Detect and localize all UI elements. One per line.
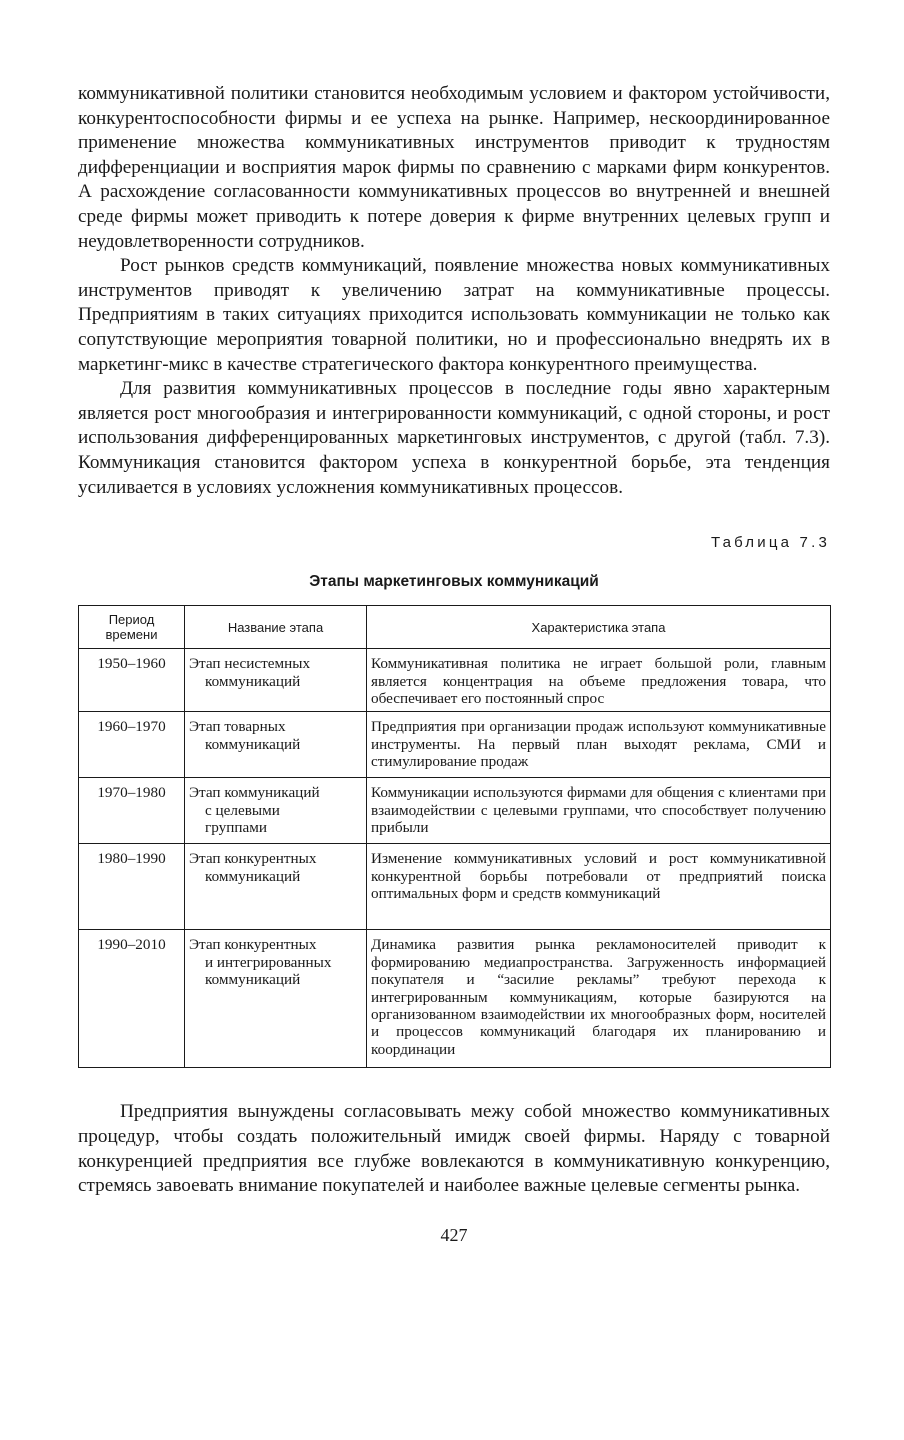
table-row [79, 930, 831, 1068]
table-row [79, 649, 831, 712]
header-description: Характеристика этапа [367, 606, 831, 649]
stage-line: Этап коммуникаций [189, 784, 320, 802]
stage-line: группами [205, 819, 267, 837]
header-period: Период времени [79, 606, 185, 649]
table-header-row [79, 606, 831, 649]
paragraph-4: Предприятия вынуждены согласовывать межу собой множество коммуникативных процедур, чтобы создать положительный имидж своей фирмы. Наряду с товарной конкуренцией предприятия все глубже вовлекаются в коммуникативную конкуренцию, стремясь завоевать внимание покупателей и наиболее важные целевые сегменты рынка. [78, 1101, 830, 1197]
row-description: Изменение коммуникативных условий и рост коммуникативной конкурентной борьбы потребовали от предприятий поиска оптимальных форм и средств коммуникаций [367, 844, 831, 930]
page-content [78, 82, 830, 1246]
row-description: Динамика развития рынка рекламоносителей приводит к формированию медиапространства. Загруженность информацией покупателя и “засилие рекламы” требуют перехода к интегрированным коммуникациям, которые базируются на организованном взаимодействии их многообразных форм, носителей и процессов коммуникаций благодаря их планированию и координации [367, 930, 831, 1068]
stage-line: коммуникаций [205, 735, 301, 753]
stages-table [78, 605, 831, 1068]
row-description: Предприятия при организации продаж используют коммуникативные инструменты. На первый план выходят реклама, СМИ и стимулирование продаж [367, 712, 831, 778]
stage-line: Этап конкурентных [189, 936, 317, 954]
row-stage-name [185, 930, 367, 1068]
stage-line: Этап товарных [189, 718, 286, 736]
stage-line: коммуникаций [205, 971, 301, 989]
table-row [79, 778, 831, 844]
row-description: Коммуникативная политика не играет большой роли, главным является концентрация на объеме предложения товара, что обеспечивает его постоянный спрос [367, 649, 831, 712]
stage-line: Этап конкурентных [189, 850, 317, 868]
stage-line: Этап несистемных [189, 655, 311, 673]
paragraph-3: Для развития коммуникативных процессов в последние годы явно характерным является рост многообразия и интегрированности коммуникаций, с одной стороны, и рост использования дифференцированных маркетинговых инструментов, с другой (табл. 7.3). Коммуникация становится фактором успеха в конкурентной борьбе, эта тенденция усиливается в условиях усложнения коммуникативных процессов. [78, 378, 830, 498]
row-stage-name [185, 712, 367, 778]
header-stage-name: Название этапа [185, 606, 367, 649]
row-period: 1990–2010 [79, 930, 185, 1068]
row-period: 1970–1980 [79, 778, 185, 844]
row-period: 1980–1990 [79, 844, 185, 930]
table-row [79, 844, 831, 930]
row-stage-name [185, 778, 367, 844]
row-description: Коммуникации используются фирмами для общения с клиентами при взаимодействии с целевыми группами, что способствует получению прибыли [367, 778, 831, 844]
stage-line: коммуникаций [205, 867, 301, 885]
row-period: 1950–1960 [79, 649, 185, 712]
stage-line: с целевыми [205, 801, 280, 819]
row-stage-name [185, 649, 367, 712]
paragraph-1: коммуникативной политики становится необходимым условием и фактором устойчивости, конкурентоспособности фирмы и ее успеха на рынке. Например, нескоординированное применение множества коммуникативных инструментов приводит к трудностям дифференциации и восприятия марок фирмы по сравнению с марками фирм конкурентов. А расхождение согласованности коммуникативных процессов во внутренней и внешней среде фирмы может приводить к потере доверия к фирме внутренних целевых групп и неудовлетворенности сотрудников. [78, 83, 830, 252]
stage-line: и интегрированных [205, 953, 332, 971]
paragraph-2: Рост рынков средств коммуникаций, появление множества новых коммуникативных инструментов приводят к увеличению затрат на коммуникативные процессы. Предприятиям в таких ситуациях приходится использовать коммуникации не только как сопутствующие мероприятия товарной политики, но и профессионально внедрять их в маркетинг-микс в качестве стратегического фактора конкурентного преимущества. [78, 255, 830, 375]
table-title: Этапы маркетинговых коммуникаций [309, 573, 599, 591]
page-number: 427 [440, 1224, 468, 1245]
table-label: Таблица 7.3 [710, 534, 830, 552]
row-stage-name [185, 844, 367, 930]
table-row [79, 712, 831, 778]
row-period: 1960–1970 [79, 712, 185, 778]
stage-line: коммуникаций [205, 672, 301, 690]
